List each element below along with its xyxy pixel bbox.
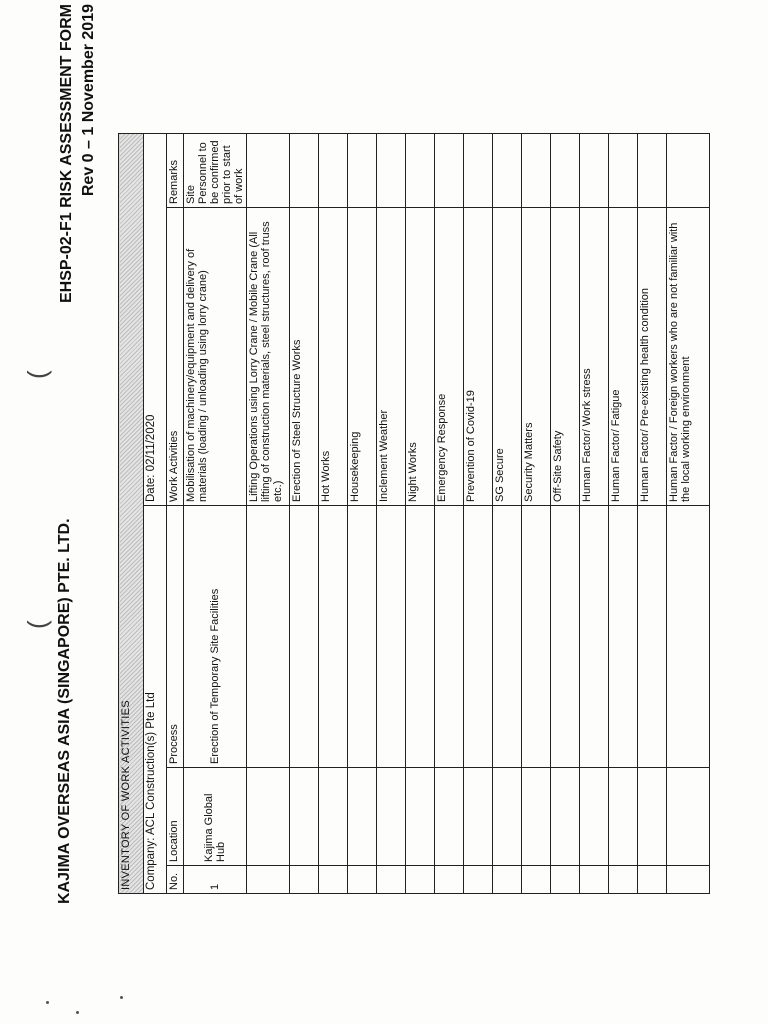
row-activity: Human Factor/ Pre-existing health condition (638, 208, 667, 506)
table-row (580, 133, 609, 893)
row-remarks: Site Personnel to be confirmed prior to start of work (184, 133, 247, 207)
column-header-remarks: Remarks (167, 133, 184, 207)
row-process: Erection of Temporary Site Facilities (184, 506, 247, 768)
table-row (319, 133, 348, 893)
table-title: INVENTORY OF WORK ACTIVITIES (119, 133, 144, 893)
column-header-process: Process (167, 506, 184, 768)
form-revision: Rev 0 – 1 November 2019 (80, 4, 97, 197)
row-activity: Security Matters (522, 208, 551, 506)
row-activity: Erection of Steel Structure Works (290, 208, 319, 506)
column-header-location: Location (167, 768, 184, 866)
table-row (247, 133, 290, 893)
row-activity: SG Secure (493, 208, 522, 506)
row-activity: Prevention of Covid-19 (464, 208, 493, 506)
table-row (377, 133, 406, 893)
date-field: Date: 02/11/2020 (144, 133, 167, 505)
table-row (551, 133, 580, 893)
row-activity: Night Works (406, 208, 435, 506)
table-row (493, 133, 522, 893)
row-activity: Inclement Weather (377, 208, 406, 506)
punch-hole-mark-icon: ( (22, 370, 52, 379)
table-row (638, 133, 667, 893)
scan-speck-icon (120, 996, 123, 999)
form-code: EHSP-02-F1 RISK ASSESSMENT FORM (58, 4, 75, 304)
row-activity: Lifting Operations using Lorry Crane / Mobile Crane (All lifting of construction materials, steel structures, roof truss etc.) (247, 208, 290, 506)
table-row (435, 133, 464, 893)
table-row (406, 133, 435, 893)
row-location: Kajima Global Hub (184, 768, 247, 866)
row-activity: Human Factor / Foreign workers who are not familiar with the local working environment (667, 208, 710, 506)
column-header-activities: Work Activities (167, 208, 184, 506)
row-activity: Human Factor/ Work stress (580, 208, 609, 506)
scan-speck-icon (46, 1001, 49, 1004)
row-activity: Human Factor/ Fatigue (609, 208, 638, 506)
work-activities-table (118, 133, 710, 894)
row-activity: Housekeeping (348, 208, 377, 506)
row-activity: Emergency Response (435, 208, 464, 506)
row-activity: Off-Site Safety (551, 208, 580, 506)
company-field: Company: ACL Construction(s) Pte Ltd (144, 506, 167, 894)
table-row (609, 133, 638, 893)
company-heading: KAJIMA OVERSEAS ASIA (SINGAPORE) PTE. LTD. (56, 518, 73, 904)
row-activity: Hot Works (319, 208, 348, 506)
table-row (464, 133, 493, 893)
table-row (667, 133, 710, 893)
row-activity: Mobilisation of machinery/equipment and delivery of materials (loading / unloading using lorry crane) (184, 208, 247, 506)
punch-hole-mark-icon: ( (22, 620, 52, 629)
table-row (522, 133, 551, 893)
table-row (290, 133, 319, 893)
table-row (348, 133, 377, 893)
row-no: 1 (184, 866, 247, 894)
table-row (184, 133, 247, 893)
scan-speck-icon (76, 1011, 79, 1014)
form-heading (56, 4, 100, 303)
column-header-no: No. (167, 866, 184, 894)
